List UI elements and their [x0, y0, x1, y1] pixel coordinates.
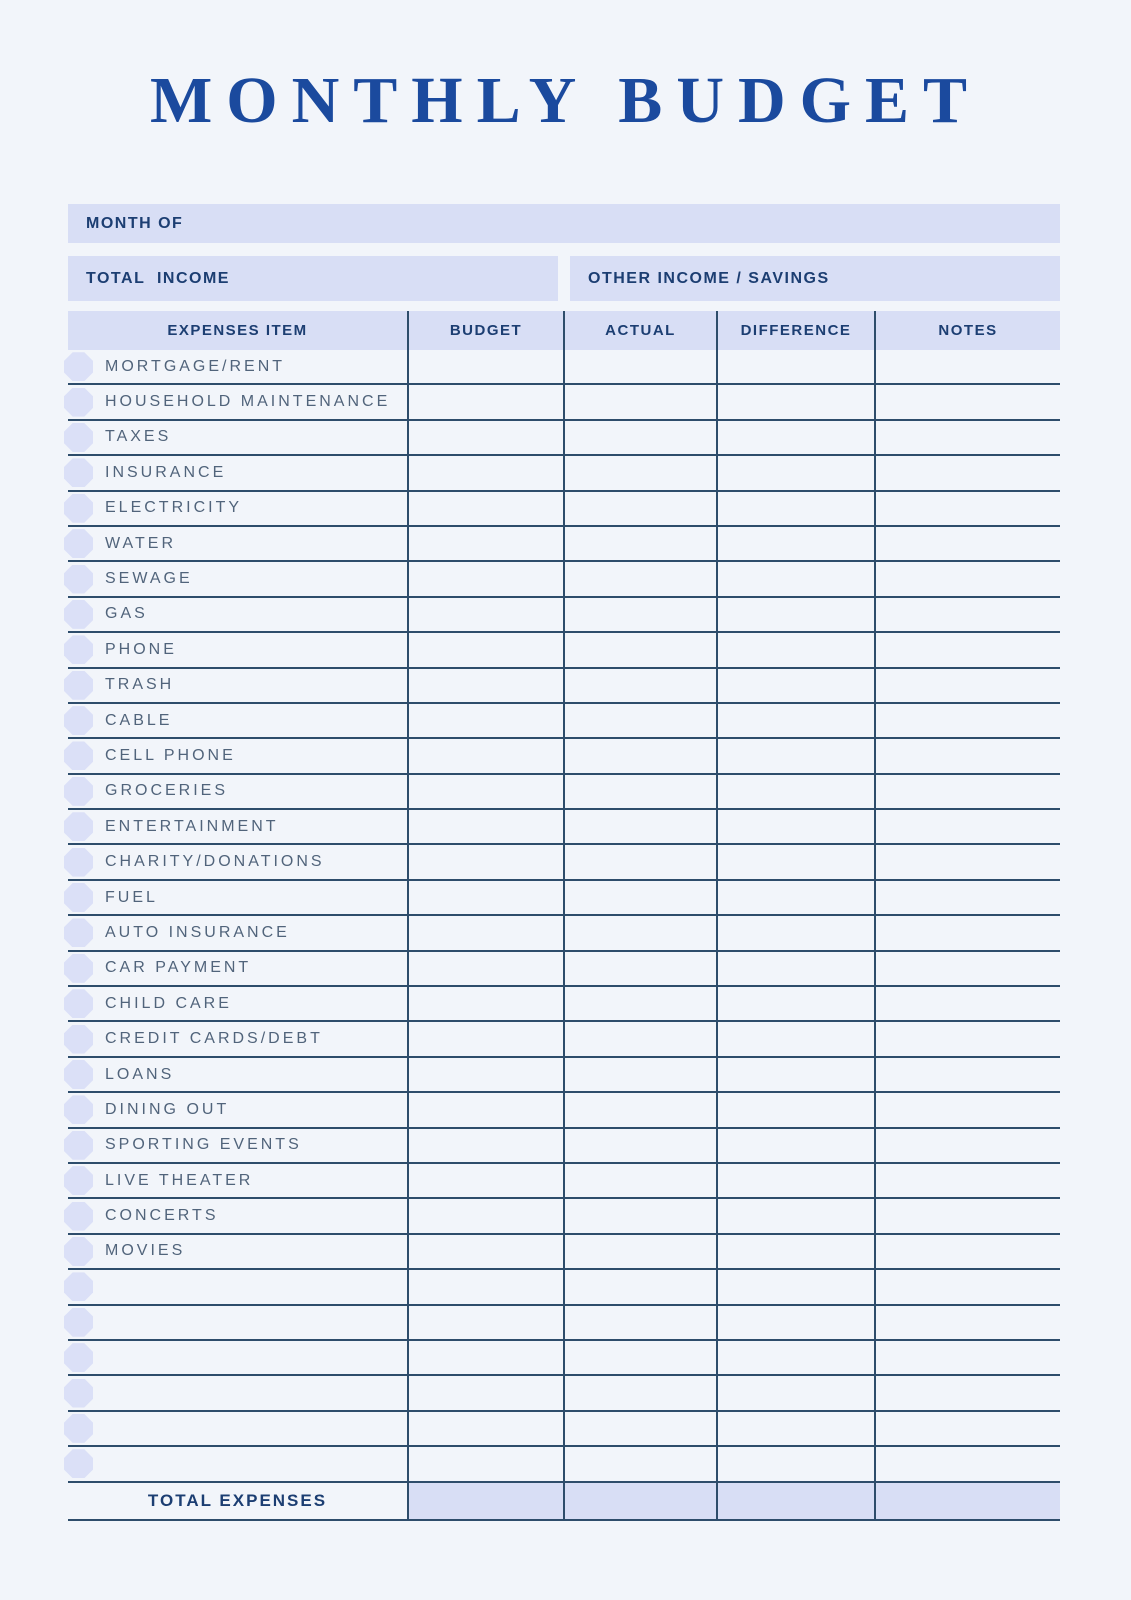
expense-item-cell	[68, 1022, 409, 1055]
actual-cell[interactable]	[565, 845, 718, 878]
expense-item-label: MOVIES	[105, 1242, 186, 1260]
expense-item-cell	[68, 598, 409, 631]
difference-cell[interactable]	[718, 350, 876, 383]
difference-cell[interactable]	[718, 1129, 876, 1162]
other-income-savings-field[interactable]	[570, 256, 1060, 301]
total-income-label: TOTAL INCOME	[86, 269, 230, 287]
octagon-bullet-icon	[64, 1414, 93, 1443]
notes-cell[interactable]	[876, 1235, 1060, 1268]
octagon-bullet-icon	[64, 388, 93, 417]
budget-cell[interactable]	[409, 1341, 565, 1374]
notes-cell[interactable]	[876, 1199, 1060, 1232]
actual-cell[interactable]	[565, 350, 718, 383]
total-expenses-label: TOTAL EXPENSES	[68, 1483, 409, 1519]
notes-cell[interactable]	[876, 775, 1060, 808]
notes-cell[interactable]	[876, 810, 1060, 843]
expense-item-cell	[68, 1376, 409, 1409]
total-budget-cell[interactable]	[409, 1483, 565, 1519]
total-notes-cell[interactable]	[876, 1483, 1060, 1519]
budget-cell[interactable]	[409, 1058, 565, 1091]
month-of-field[interactable]	[68, 204, 1060, 243]
actual-cell[interactable]	[565, 810, 718, 843]
total-difference-cell[interactable]	[718, 1483, 876, 1519]
budget-cell[interactable]	[409, 1270, 565, 1303]
notes-cell[interactable]	[876, 1022, 1060, 1055]
actual-cell[interactable]	[565, 492, 718, 525]
expense-item-label: HOUSEHOLD MAINTENANCE	[105, 393, 391, 411]
notes-cell[interactable]	[876, 1058, 1060, 1091]
expense-row	[68, 1129, 1060, 1164]
expense-item-cell	[68, 810, 409, 843]
actual-cell[interactable]	[565, 1093, 718, 1126]
expense-item-label: LIVE THEATER	[105, 1171, 254, 1189]
expense-item-cell	[68, 1199, 409, 1232]
notes-cell[interactable]	[876, 916, 1060, 949]
octagon-bullet-icon	[64, 352, 93, 381]
actual-cell[interactable]	[565, 881, 718, 914]
actual-cell[interactable]	[565, 775, 718, 808]
octagon-bullet-icon	[64, 706, 93, 735]
octagon-bullet-icon	[64, 1343, 93, 1372]
expense-item-label: CREDIT CARDS/DEBT	[105, 1030, 323, 1048]
difference-cell[interactable]	[718, 456, 876, 489]
expense-row	[68, 704, 1060, 739]
notes-cell[interactable]	[876, 881, 1060, 914]
month-of-label: MONTH OF	[86, 214, 184, 232]
expense-row	[68, 492, 1060, 527]
expense-row	[68, 456, 1060, 491]
difference-cell[interactable]	[718, 1412, 876, 1445]
octagon-bullet-icon	[64, 918, 93, 947]
expense-item-cell	[68, 1412, 409, 1445]
octagon-bullet-icon	[64, 1272, 93, 1301]
difference-cell[interactable]	[718, 1376, 876, 1409]
actual-cell[interactable]	[565, 1270, 718, 1303]
expense-item-label: TRASH	[105, 676, 175, 694]
octagon-bullet-icon	[64, 1237, 93, 1266]
actual-cell[interactable]	[565, 1022, 718, 1055]
difference-cell[interactable]	[718, 598, 876, 631]
expense-item-label: AUTO INSURANCE	[105, 923, 290, 941]
expense-item-label: PHONE	[105, 640, 177, 658]
difference-cell[interactable]	[718, 1270, 876, 1303]
actual-cell[interactable]	[565, 562, 718, 595]
total-actual-cell[interactable]	[565, 1483, 718, 1519]
expense-item-cell	[68, 350, 409, 383]
expense-item-label: CABLE	[105, 711, 173, 729]
expense-row	[68, 350, 1060, 385]
expense-item-cell	[68, 1341, 409, 1374]
octagon-bullet-icon	[64, 1131, 93, 1160]
expense-item-label: GROCERIES	[105, 782, 229, 800]
actual-cell[interactable]	[565, 456, 718, 489]
actual-cell[interactable]	[565, 1164, 718, 1197]
actual-cell[interactable]	[565, 916, 718, 949]
budget-cell[interactable]	[409, 1164, 565, 1197]
octagon-bullet-icon	[64, 565, 93, 594]
budget-cell[interactable]	[409, 456, 565, 489]
expense-item-label: CHILD CARE	[105, 994, 232, 1012]
expense-item-cell	[68, 1093, 409, 1126]
expense-item-cell	[68, 492, 409, 525]
expense-item-cell	[68, 916, 409, 949]
other-income-savings-label: OTHER INCOME / SAVINGS	[588, 269, 830, 287]
expense-item-cell	[68, 881, 409, 914]
difference-cell[interactable]	[718, 987, 876, 1020]
difference-cell[interactable]	[718, 562, 876, 595]
expense-row	[68, 810, 1060, 845]
total-expenses-row	[68, 1483, 1060, 1521]
octagon-bullet-icon	[64, 741, 93, 770]
actual-cell[interactable]	[565, 385, 718, 418]
notes-cell[interactable]	[876, 952, 1060, 985]
octagon-bullet-icon	[64, 458, 93, 487]
difference-cell[interactable]	[718, 385, 876, 418]
budget-cell[interactable]	[409, 1093, 565, 1126]
budget-cell[interactable]	[409, 987, 565, 1020]
header-budget: BUDGET	[409, 311, 565, 350]
octagon-bullet-icon	[64, 1025, 93, 1054]
expense-row	[68, 775, 1060, 810]
difference-cell[interactable]	[718, 633, 876, 666]
notes-cell[interactable]	[876, 385, 1060, 418]
notes-cell[interactable]	[876, 1447, 1060, 1480]
expense-item-cell	[68, 1058, 409, 1091]
expense-item-label: CAR PAYMENT	[105, 959, 252, 977]
difference-cell[interactable]	[718, 669, 876, 702]
notes-cell[interactable]	[876, 739, 1060, 772]
expense-item-label: INSURANCE	[105, 463, 227, 481]
notes-cell[interactable]	[876, 987, 1060, 1020]
difference-cell[interactable]	[718, 704, 876, 737]
difference-cell[interactable]	[718, 1093, 876, 1126]
budget-cell[interactable]	[409, 810, 565, 843]
budget-cell[interactable]	[409, 1412, 565, 1445]
notes-cell[interactable]	[876, 669, 1060, 702]
octagon-bullet-icon	[64, 1379, 93, 1408]
budget-cell[interactable]	[409, 739, 565, 772]
actual-cell[interactable]	[565, 598, 718, 631]
octagon-bullet-icon	[64, 1308, 93, 1337]
expense-item-cell	[68, 633, 409, 666]
octagon-bullet-icon	[64, 1449, 93, 1478]
budget-cell[interactable]	[409, 1235, 565, 1268]
actual-cell[interactable]	[565, 1129, 718, 1162]
expense-item-cell	[68, 987, 409, 1020]
budget-cell[interactable]	[409, 916, 565, 949]
expense-item-label: CHARITY/DONATIONS	[105, 853, 325, 871]
expense-row	[68, 1270, 1060, 1305]
notes-cell[interactable]	[876, 562, 1060, 595]
octagon-bullet-icon	[64, 1095, 93, 1124]
expense-row	[68, 739, 1060, 774]
difference-cell[interactable]	[718, 1058, 876, 1091]
expense-item-label: CELL PHONE	[105, 746, 236, 764]
expense-row	[68, 1022, 1060, 1057]
budget-cell[interactable]	[409, 881, 565, 914]
octagon-bullet-icon	[64, 635, 93, 664]
expense-item-label: FUEL	[105, 888, 158, 906]
notes-cell[interactable]	[876, 1270, 1060, 1303]
budget-cell[interactable]	[409, 1022, 565, 1055]
expense-row	[68, 1341, 1060, 1376]
expense-row	[68, 1306, 1060, 1341]
budget-cell[interactable]	[409, 492, 565, 525]
expense-item-cell	[68, 421, 409, 454]
expense-item-label: GAS	[105, 605, 148, 623]
budget-cell[interactable]	[409, 704, 565, 737]
difference-cell[interactable]	[718, 775, 876, 808]
expense-row	[68, 1164, 1060, 1199]
budget-cell[interactable]	[409, 527, 565, 560]
expense-item-label: TAXES	[105, 428, 172, 446]
notes-cell[interactable]	[876, 1306, 1060, 1339]
expense-row	[68, 562, 1060, 597]
header-notes: NOTES	[938, 322, 998, 339]
notes-cell[interactable]	[876, 1093, 1060, 1126]
difference-cell[interactable]	[718, 1199, 876, 1232]
difference-cell[interactable]	[718, 916, 876, 949]
notes-cell[interactable]	[876, 350, 1060, 383]
notes-cell[interactable]	[876, 845, 1060, 878]
actual-cell[interactable]	[565, 739, 718, 772]
octagon-bullet-icon	[64, 600, 93, 629]
actual-cell[interactable]	[565, 1306, 718, 1339]
difference-cell[interactable]	[718, 845, 876, 878]
expense-item-label: SEWAGE	[105, 570, 193, 588]
actual-cell[interactable]	[565, 704, 718, 737]
difference-cell[interactable]	[718, 739, 876, 772]
difference-cell[interactable]	[718, 527, 876, 560]
expense-row	[68, 987, 1060, 1022]
notes-cell[interactable]	[876, 1164, 1060, 1197]
header-expenses-item: EXPENSES ITEM	[68, 311, 409, 350]
expense-item-cell	[68, 845, 409, 878]
budget-cell[interactable]	[409, 1199, 565, 1232]
expense-item-label: WATER	[105, 534, 176, 552]
expense-row	[68, 669, 1060, 704]
difference-cell[interactable]	[718, 881, 876, 914]
expense-item-label: DINING OUT	[105, 1100, 230, 1118]
actual-cell[interactable]	[565, 669, 718, 702]
expense-row	[68, 1058, 1060, 1093]
expense-row	[68, 952, 1060, 987]
expense-item-cell	[68, 1235, 409, 1268]
expense-row	[68, 845, 1060, 880]
difference-cell[interactable]	[718, 492, 876, 525]
notes-cell[interactable]	[876, 456, 1060, 489]
actual-cell[interactable]	[565, 1376, 718, 1409]
expense-row	[68, 633, 1060, 668]
expense-item-cell	[68, 1164, 409, 1197]
actual-cell[interactable]	[565, 952, 718, 985]
expense-item-label: LOANS	[105, 1065, 175, 1083]
difference-cell[interactable]	[718, 1306, 876, 1339]
actual-cell[interactable]	[565, 1447, 718, 1480]
expense-row	[68, 1093, 1060, 1128]
expense-item-cell	[68, 1129, 409, 1162]
expense-row	[68, 916, 1060, 951]
octagon-bullet-icon	[64, 671, 93, 700]
budget-cell[interactable]	[409, 350, 565, 383]
expense-item-label: ELECTRICITY	[105, 499, 243, 517]
expense-item-label: ENTERTAINMENT	[105, 817, 279, 835]
budget-cell[interactable]	[409, 952, 565, 985]
header-actual: ACTUAL	[565, 311, 718, 350]
budget-cell[interactable]	[409, 775, 565, 808]
expense-item-label: CONCERTS	[105, 1207, 219, 1225]
expense-row	[68, 385, 1060, 420]
budget-cell[interactable]	[409, 1376, 565, 1409]
difference-cell[interactable]	[718, 1447, 876, 1480]
notes-cell[interactable]	[876, 1129, 1060, 1162]
expense-row	[68, 527, 1060, 562]
expense-row	[68, 881, 1060, 916]
actual-cell[interactable]	[565, 1341, 718, 1374]
notes-cell[interactable]	[876, 421, 1060, 454]
octagon-bullet-icon	[64, 848, 93, 877]
actual-cell[interactable]	[565, 1235, 718, 1268]
difference-cell[interactable]	[718, 1164, 876, 1197]
expense-item-cell	[68, 527, 409, 560]
difference-cell[interactable]	[718, 421, 876, 454]
actual-cell[interactable]	[565, 1058, 718, 1091]
expense-row	[68, 421, 1060, 456]
budget-cell[interactable]	[409, 669, 565, 702]
expense-row	[68, 598, 1060, 633]
octagon-bullet-icon	[64, 1166, 93, 1195]
difference-cell[interactable]	[718, 1341, 876, 1374]
expense-row	[68, 1412, 1060, 1447]
octagon-bullet-icon	[64, 1060, 93, 1089]
budget-cell[interactable]	[409, 845, 565, 878]
octagon-bullet-icon	[64, 494, 93, 523]
actual-cell[interactable]	[565, 1412, 718, 1445]
notes-cell[interactable]	[876, 492, 1060, 525]
expense-row	[68, 1235, 1060, 1270]
expense-item-cell	[68, 1270, 409, 1303]
notes-cell[interactable]	[876, 704, 1060, 737]
expense-item-cell	[68, 385, 409, 418]
actual-cell[interactable]	[565, 527, 718, 560]
expense-item-cell	[68, 456, 409, 489]
header-difference: DIFFERENCE	[718, 311, 876, 350]
octagon-bullet-icon	[64, 812, 93, 841]
actual-cell[interactable]	[565, 987, 718, 1020]
budget-cell[interactable]	[409, 1447, 565, 1480]
budget-cell[interactable]	[409, 1129, 565, 1162]
table-header-row	[68, 311, 1060, 350]
octagon-bullet-icon	[64, 777, 93, 806]
octagon-bullet-icon	[64, 989, 93, 1018]
notes-cell[interactable]	[876, 1376, 1060, 1409]
expense-rows	[68, 350, 1060, 1483]
difference-cell[interactable]	[718, 810, 876, 843]
octagon-bullet-icon	[64, 529, 93, 558]
octagon-bullet-icon	[64, 423, 93, 452]
expense-item-label: MORTGAGE/RENT	[105, 357, 286, 375]
expense-item-cell	[68, 775, 409, 808]
difference-cell[interactable]	[718, 952, 876, 985]
difference-cell[interactable]	[718, 1235, 876, 1268]
budget-cell[interactable]	[409, 385, 565, 418]
budget-cell[interactable]	[409, 633, 565, 666]
expense-item-cell	[68, 669, 409, 702]
expense-item-cell	[68, 562, 409, 595]
expense-item-cell	[68, 952, 409, 985]
budget-cell[interactable]	[409, 562, 565, 595]
actual-cell[interactable]	[565, 421, 718, 454]
octagon-bullet-icon	[64, 954, 93, 983]
notes-cell[interactable]	[876, 633, 1060, 666]
notes-cell[interactable]	[876, 598, 1060, 631]
octagon-bullet-icon	[64, 883, 93, 912]
expense-row	[68, 1376, 1060, 1411]
actual-cell[interactable]	[565, 633, 718, 666]
expense-item-cell	[68, 704, 409, 737]
total-income-field[interactable]	[68, 256, 558, 301]
expense-row	[68, 1447, 1060, 1482]
octagon-bullet-icon	[64, 1202, 93, 1231]
expense-row	[68, 1199, 1060, 1234]
actual-cell[interactable]	[565, 1199, 718, 1232]
expense-item-cell	[68, 1447, 409, 1480]
expense-item-cell	[68, 739, 409, 772]
budget-cell[interactable]	[409, 598, 565, 631]
expenses-table	[68, 311, 1060, 1521]
notes-cell[interactable]	[876, 1341, 1060, 1374]
notes-cell[interactable]	[876, 1412, 1060, 1445]
notes-cell[interactable]	[876, 527, 1060, 560]
expense-item-label: SPORTING EVENTS	[105, 1136, 302, 1154]
page-title: MONTHLY BUDGET	[149, 64, 982, 137]
expense-item-cell	[68, 1306, 409, 1339]
budget-cell[interactable]	[409, 1306, 565, 1339]
budget-cell[interactable]	[409, 421, 565, 454]
difference-cell[interactable]	[718, 1022, 876, 1055]
